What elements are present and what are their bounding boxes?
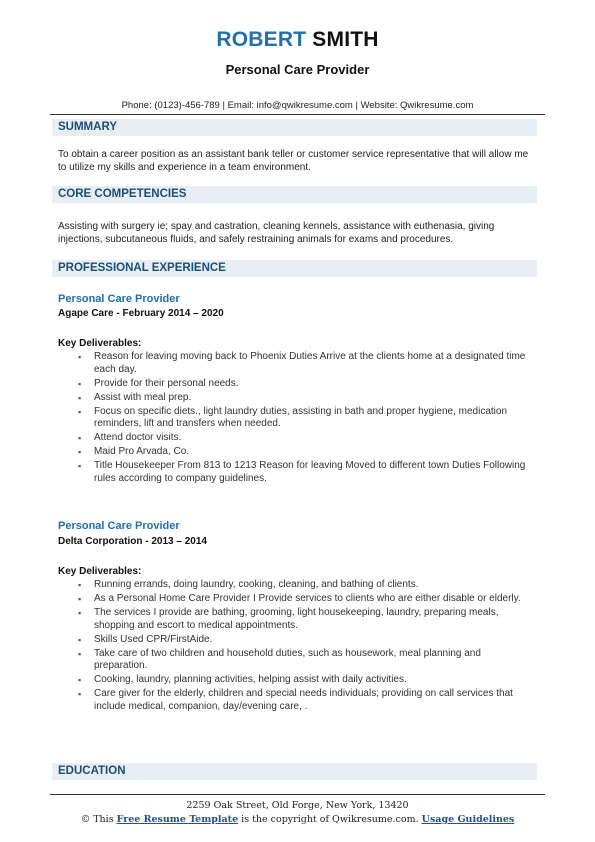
competencies-text: Assisting with surgery ie; spay and castration, cleaning kennels, assistance with euthenasia, giving injections, subcutaneous fluids, and safely restraining animals for exams and procedures.	[58, 221, 495, 245]
list-item: ▪ Title Housekeeper From 813 to 1213 Reason for leaving Moved to different town Duties Following rules according to company guidelines.	[58, 460, 536, 485]
footer-address: 2259 Oak Street, Old Forge, New York, 13420	[186, 800, 409, 811]
list-item: ▪ Provide for their personal needs.	[58, 378, 536, 391]
free-resume-template-link[interactable]: Free Resume Template	[116, 814, 239, 825]
list-item: ▪ Care giver for the elderly, children and special needs individuals; providing on call services that include medical, companion, day/evening care, .	[58, 688, 536, 713]
education-heading: EDUCATION	[58, 765, 126, 777]
competencies-section-header	[52, 186, 537, 203]
job-1-company: Agape Care - February 2014 – 2020	[58, 308, 224, 319]
list-item: ▪ Running errands, doing laundry, cooking, cleaning, and bathing of clients.	[58, 579, 536, 592]
list-item: ▪ Reason for leaving moving back to Phoenix Duties Arrive at the clients home at a designated time each day.	[58, 351, 536, 376]
list-item: ▪ Assist with meal prep.	[58, 392, 536, 405]
header-divider	[50, 114, 545, 115]
list-item: ▪ Skills Used CPR/FirstAide.	[58, 634, 536, 647]
summary-heading: SUMMARY	[58, 121, 117, 133]
usage-guidelines-link[interactable]: Usage Guidelines	[421, 814, 515, 825]
copyright-prefix: © This	[80, 814, 114, 825]
job-2-title: Personal Care Provider	[58, 520, 180, 532]
job-2-deliverables-label: Key Deliverables:	[58, 566, 142, 577]
footer-copyright	[0, 814, 595, 825]
experience-heading: PROFESSIONAL EXPERIENCE	[58, 262, 226, 274]
education-section-header	[52, 763, 537, 780]
list-item: ▪ Maid Pro Arvada, Co.	[58, 446, 536, 459]
list-item: ▪ Focus on specific diets., light laundry duties, assisting in bath and proper hygiene, medication reminders, lift and transfers when needed.	[58, 406, 536, 431]
list-item: ▪ Attend doctor visits.	[58, 432, 536, 445]
list-item: ▪ Cooking, laundry, planning activities, helping assist with daily activities.	[58, 674, 536, 687]
experience-section-header	[52, 260, 537, 277]
list-item: ▪ Take care of two children and household duties, such as housework, meal planning and preparation.	[58, 648, 536, 673]
candidate-name	[0, 28, 595, 52]
footer-divider	[50, 794, 545, 795]
job-1-deliverables-label: Key Deliverables:	[58, 338, 142, 349]
list-item: ▪ As a Personal Home Care Provider I Provide services to clients who are either disable or elderly.	[58, 593, 536, 606]
last-name: SMITH	[312, 28, 379, 51]
summary-text: To obtain a career position as an assistant bank teller or customer service representative that will allow me to utilize my skills and experience in a team environment.	[58, 149, 529, 173]
job-1-title: Personal Care Provider	[58, 293, 180, 305]
job-2-bullet-list	[58, 579, 536, 715]
job-headline: Personal Care Provider	[225, 62, 370, 77]
job-2-company: Delta Corporation - 2013 – 2014	[58, 536, 207, 547]
summary-section-header	[52, 119, 537, 136]
competencies-heading: CORE COMPETENCIES	[58, 188, 187, 200]
first-name: ROBERT	[216, 28, 307, 51]
job-1-bullet-list	[58, 351, 536, 487]
contact-info: Phone: (0123)-456-789 | Email: info@qwikresume.com | Website: Qwikresume.com	[121, 100, 474, 111]
list-item: ▪ The services I provide are bathing, grooming, light housekeeping, laundry, preparing meals, shopping and escort to medical appointments.	[58, 607, 536, 632]
copyright-middle: is the copyright of Qwikresume.com.	[241, 814, 419, 825]
